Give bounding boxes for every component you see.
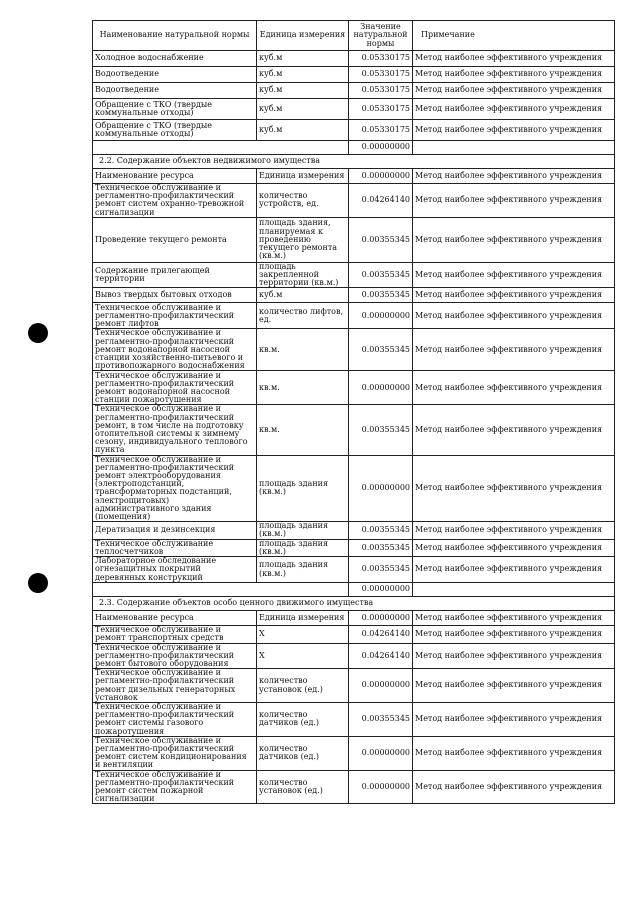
- row-name: Холодное водоснабжение: [93, 51, 257, 67]
- row-value: 0.05330175: [349, 51, 413, 67]
- table-header-row: [93, 21, 615, 51]
- total-blank: [93, 141, 349, 155]
- row-note: Метод наиболее эффективного учреждения: [413, 557, 615, 583]
- row-value: 0.04264140: [349, 643, 413, 669]
- row-unit: количество датчиков (ед.): [257, 702, 349, 736]
- table-row: [93, 770, 615, 804]
- row-note: Метод наиболее эффективного учреждения: [413, 539, 615, 556]
- row-value: 0.00355345: [349, 288, 413, 303]
- punch-hole-bottom: [28, 573, 48, 593]
- row-note: Метод наиболее эффективного учреждения: [413, 83, 615, 99]
- row-value: 0.00000000: [349, 736, 413, 770]
- row-name: Обращение с ТКО (твердые коммунальные отходы): [93, 120, 257, 141]
- row-unit: куб.м: [257, 99, 349, 120]
- row-unit: количество установок (ед.): [257, 669, 349, 703]
- row-unit: куб.м: [257, 67, 349, 83]
- table-row: [93, 669, 615, 703]
- row-value: 0.00355345: [349, 557, 413, 583]
- row-note: Метод наиболее эффективного учреждения: [413, 626, 615, 643]
- row-unit: куб.м: [257, 51, 349, 67]
- row-unit: кв.м.: [257, 329, 349, 371]
- header-unit: Единица измерения: [257, 21, 349, 51]
- row-value: 0.00355345: [349, 539, 413, 556]
- row-name: Техническое обслуживание и ремонт транспортных средств: [93, 626, 257, 643]
- total-value: 0.00000000: [349, 583, 413, 597]
- row-note: Метод наиболее эффективного учреждения: [413, 67, 615, 83]
- total-note-blank: [413, 583, 615, 597]
- row-note: Метод наиболее эффективного учреждения: [413, 611, 615, 626]
- table-row: [93, 288, 615, 303]
- row-note: Метод наиболее эффективного учреждения: [413, 120, 615, 141]
- total-row: [93, 583, 615, 597]
- row-note: Метод наиболее эффективного учреждения: [413, 303, 615, 329]
- row-value: 0.00355345: [349, 522, 413, 539]
- row-unit: Единица измерения: [257, 169, 349, 184]
- row-name: Лабораторное обследование огнезащитных покрытий деревянных конструкций: [93, 557, 257, 583]
- row-note: Метод наиболее эффективного учреждения: [413, 702, 615, 736]
- row-note: Метод наиболее эффективного учреждения: [413, 770, 615, 804]
- row-name: Водоотведение: [93, 67, 257, 83]
- row-name: Дератизация и дезинсекция: [93, 522, 257, 539]
- row-value: 0.04264140: [349, 626, 413, 643]
- row-unit: количество устройств, ед.: [257, 184, 349, 218]
- row-value: 0.00000000: [349, 611, 413, 626]
- row-unit: Единица измерения: [257, 611, 349, 626]
- row-name: Наименование ресурса: [93, 169, 257, 184]
- row-name: Обращение с ТКО (твердые коммунальные отходы): [93, 99, 257, 120]
- table-row: [93, 262, 615, 288]
- total-row: [93, 141, 615, 155]
- table-row: [93, 371, 615, 405]
- row-unit: площадь здания (кв.м.): [257, 522, 349, 539]
- row-value: 0.00355345: [349, 405, 413, 455]
- table-row: [93, 522, 615, 539]
- table-row: [93, 539, 615, 556]
- row-note: Метод наиболее эффективного учреждения: [413, 371, 615, 405]
- row-value: 0.04264140: [349, 184, 413, 218]
- row-note: Метод наиболее эффективного учреждения: [413, 405, 615, 455]
- row-value: 0.00000000: [349, 303, 413, 329]
- row-unit: кв.м.: [257, 371, 349, 405]
- table-row: [93, 217, 615, 262]
- row-unit: площадь здания (кв.м.): [257, 539, 349, 556]
- row-unit: куб.м: [257, 288, 349, 303]
- table-row: [93, 702, 615, 736]
- row-name: Вывоз твердых бытовых отходов: [93, 288, 257, 303]
- row-value: 0.00355345: [349, 329, 413, 371]
- row-value: 0.05330175: [349, 83, 413, 99]
- row-name: Техническое обслуживание и регламентно-профилактический ремонт систем охранно-тревожной сигнализации: [93, 184, 257, 218]
- row-unit: кв.м.: [257, 405, 349, 455]
- row-unit: количество установок (ед.): [257, 770, 349, 804]
- row-note: Метод наиболее эффективного учреждения: [413, 288, 615, 303]
- table-row: [93, 736, 615, 770]
- row-unit: площадь здания (кв.м.): [257, 557, 349, 583]
- row-name: Техническое обслуживание и регламентно-профилактический ремонт систем кондиционирования и вентиляции: [93, 736, 257, 770]
- row-unit: площадь здания (кв.м.): [257, 455, 349, 522]
- row-unit: куб.м: [257, 120, 349, 141]
- table-row: [93, 51, 615, 67]
- row-unit: X: [257, 626, 349, 643]
- row-note: Метод наиболее эффективного учреждения: [413, 51, 615, 67]
- section-title: 2.2. Содержание объектов недвижимого имущества: [93, 155, 615, 169]
- table-row: [93, 626, 615, 643]
- table-row: [93, 120, 615, 141]
- row-note: Метод наиболее эффективного учреждения: [413, 217, 615, 262]
- row-name: Техническое обслуживание и регламентно-профилактический ремонт, в том числе на подготовку отопительной системы к зимнему сезону, индивидуального теплового пункта: [93, 405, 257, 455]
- total-value: 0.00000000: [349, 141, 413, 155]
- table-row: [93, 184, 615, 218]
- row-name: Техническое обслуживание теплосчетчиков: [93, 539, 257, 556]
- row-name: Техническое обслуживание и регламентно-профилактический ремонт бытового оборудования: [93, 643, 257, 669]
- row-note: Метод наиболее эффективного учреждения: [413, 736, 615, 770]
- table-row: [93, 455, 615, 522]
- punch-hole-top: [28, 323, 48, 343]
- row-name: Техническое обслуживание и регламентно-профилактический ремонт системы газового пожаротушения: [93, 702, 257, 736]
- row-note: Метод наиболее эффективного учреждения: [413, 455, 615, 522]
- row-note: Метод наиболее эффективного учреждения: [413, 169, 615, 184]
- row-name: Техническое обслуживание и регламентно-профилактический ремонт водонапорной насосной станции пожаротушения: [93, 371, 257, 405]
- table-row: [93, 169, 615, 184]
- table-row: [93, 557, 615, 583]
- header-note: Примечание: [413, 21, 615, 51]
- total-blank: [93, 583, 349, 597]
- row-value: 0.05330175: [349, 67, 413, 83]
- row-value: 0.05330175: [349, 99, 413, 120]
- row-unit: куб.м: [257, 83, 349, 99]
- row-name: Содержание прилегающей территории: [93, 262, 257, 288]
- row-name: Техническое обслуживание и регламентно-профилактический ремонт дизельных генераторных установок: [93, 669, 257, 703]
- row-note: Метод наиболее эффективного учреждения: [413, 522, 615, 539]
- row-note: Метод наиболее эффективного учреждения: [413, 184, 615, 218]
- table-row: [93, 405, 615, 455]
- row-value: 0.05330175: [349, 120, 413, 141]
- row-value: 0.00355345: [349, 702, 413, 736]
- row-note: Метод наиболее эффективного учреждения: [413, 329, 615, 371]
- row-value: 0.00000000: [349, 371, 413, 405]
- row-unit: X: [257, 643, 349, 669]
- section-title: 2.3. Содержание объектов особо ценного движимого имущества: [93, 597, 615, 611]
- row-name: Водоотведение: [93, 83, 257, 99]
- table-row: [93, 643, 615, 669]
- row-value: 0.00000000: [349, 455, 413, 522]
- row-value: 0.00000000: [349, 669, 413, 703]
- row-unit: площадь здания, планируемая к проведению текущего ремонта (кв.м.): [257, 217, 349, 262]
- row-value: 0.00000000: [349, 169, 413, 184]
- natural-norms-table: [92, 20, 615, 804]
- table-row: [93, 329, 615, 371]
- header-name: Наименование натуральной нормы: [93, 21, 257, 51]
- row-unit: площадь закрепленной территории (кв.м.): [257, 262, 349, 288]
- row-name: Наименование ресурса: [93, 611, 257, 626]
- table-row: [93, 67, 615, 83]
- row-note: Метод наиболее эффективного учреждения: [413, 643, 615, 669]
- table-row: [93, 99, 615, 120]
- row-name: Техническое обслуживание и регламентно-профилактический ремонт водонапорной насосной станции хозяйственно-питьевого и противопожарного водоснабжения: [93, 329, 257, 371]
- row-name: Техническое обслуживание и регламентно-профилактический ремонт лифтов: [93, 303, 257, 329]
- table-row: [93, 83, 615, 99]
- total-note-blank: [413, 141, 615, 155]
- row-note: Метод наиболее эффективного учреждения: [413, 99, 615, 120]
- row-note: Метод наиболее эффективного учреждения: [413, 262, 615, 288]
- row-value: 0.00355345: [349, 217, 413, 262]
- row-name: Проведение текущего ремонта: [93, 217, 257, 262]
- section-heading-row: [93, 597, 615, 611]
- table-row: [93, 611, 615, 626]
- section-heading-row: [93, 155, 615, 169]
- row-value: 0.00355345: [349, 262, 413, 288]
- header-value: Значение натуральной нормы: [349, 21, 413, 51]
- table-row: [93, 303, 615, 329]
- row-unit: количество лифтов, ед.: [257, 303, 349, 329]
- row-name: Техническое обслуживание и регламентно-профилактический ремонт систем пожарной сигнализации: [93, 770, 257, 804]
- row-value: 0.00000000: [349, 770, 413, 804]
- row-unit: количество датчиков (ед.): [257, 736, 349, 770]
- row-name: Техническое обслуживание и регламентно-профилактический ремонт электрооборудования (электроподстанций, трансформаторных подстанций, электрощитовых) административного здания (помещения): [93, 455, 257, 522]
- row-note: Метод наиболее эффективного учреждения: [413, 669, 615, 703]
